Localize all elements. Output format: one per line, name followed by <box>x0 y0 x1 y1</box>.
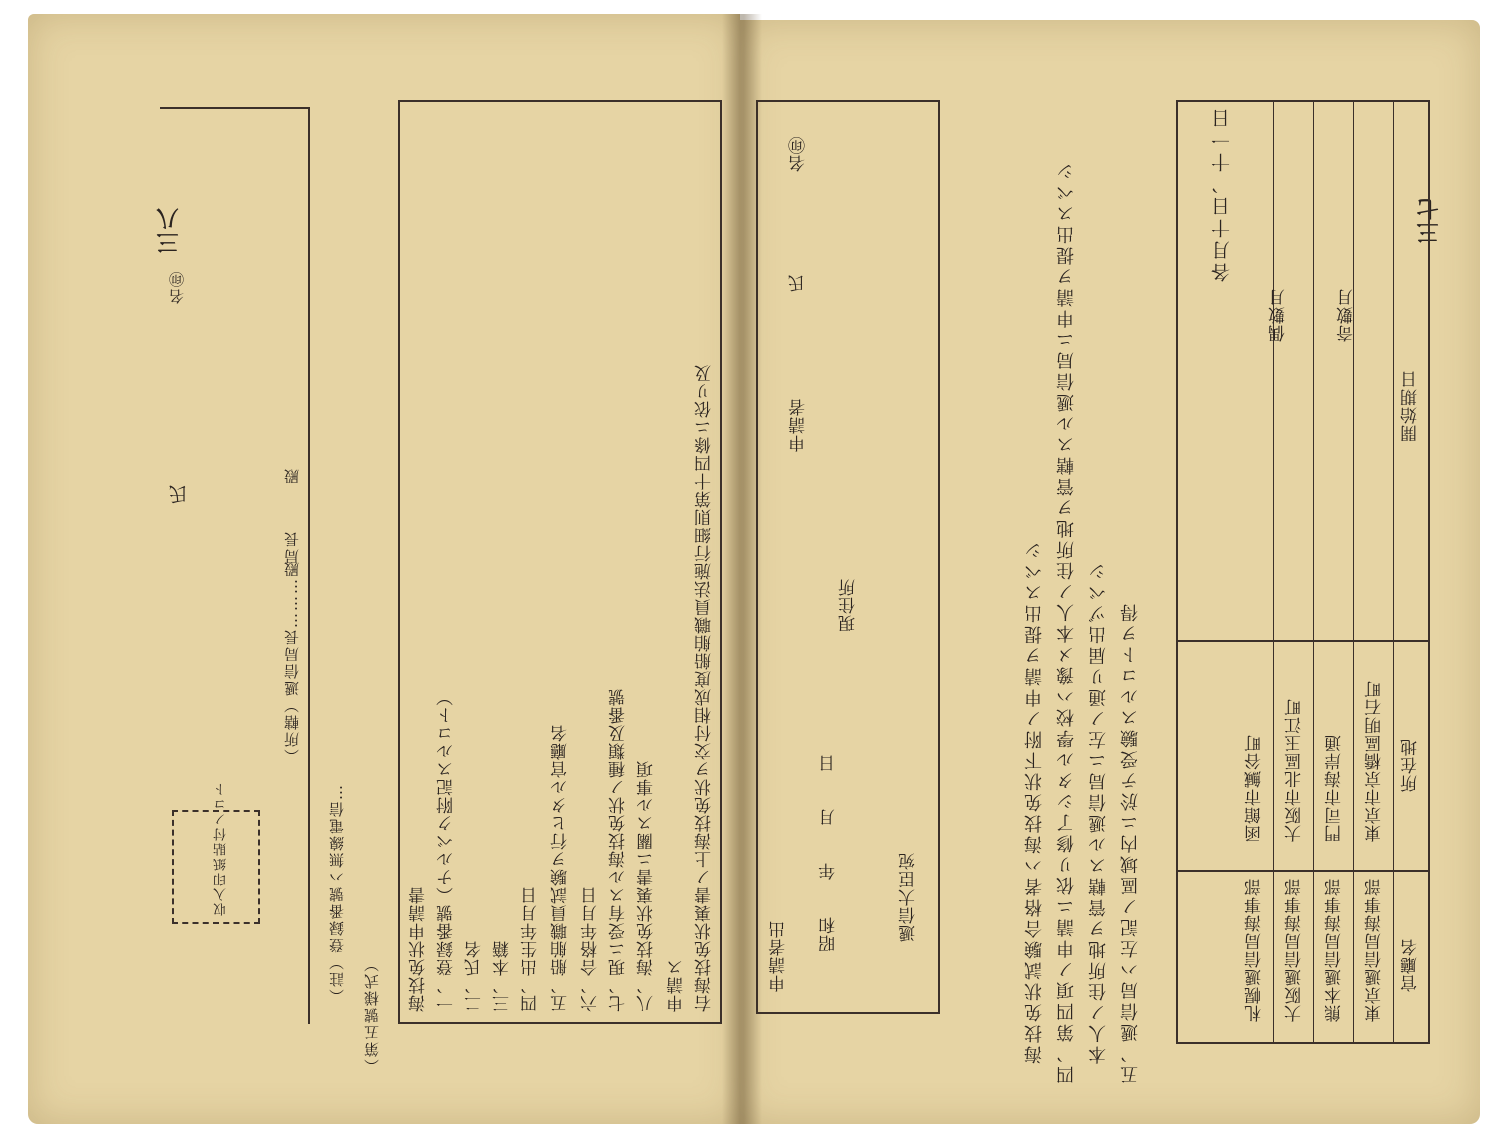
form-note: （註）登録番號ハ無線電信… <box>328 783 346 1004</box>
left-side-rule <box>308 109 310 1024</box>
submitter: 申請者出 <box>769 920 789 992</box>
form-line-4: 六、合格年月日 <box>581 886 601 1012</box>
form-line-2: 八、海技免状裏書ニ關スル事項 <box>637 760 657 1012</box>
official-line: （所轄）遞信局長………殿 <box>283 560 301 764</box>
table-col-divider <box>1393 102 1394 1042</box>
recipient: 遞信大臣宛 <box>899 852 919 942</box>
schedule-days: 各月十日、十一日 <box>1211 106 1233 282</box>
seal-mark: 名㊞ <box>168 270 186 304</box>
table-col-divider <box>1353 102 1354 1042</box>
table-row-office: 東京遞信局海事部 <box>1365 878 1385 1022</box>
applicant-label: 申請者 <box>789 398 809 452</box>
page-number: 三八 <box>156 206 182 254</box>
right-page <box>740 20 1480 1124</box>
stamp-text: 収入印紙貼付ノコト <box>214 781 229 916</box>
bureau-label: 局長 <box>283 530 301 564</box>
book-gutter <box>722 14 762 1124</box>
office-table <box>1176 100 1430 1044</box>
right-page-content <box>740 20 1480 1124</box>
form-line-0: 右海技免状裏書ノ上海技免状ヲ交付相成度船舶職員法施行細則第十四條ニ依リ及 <box>695 364 715 1012</box>
table-row-divider <box>1178 871 1428 873</box>
address-label: 現住所 <box>839 578 859 632</box>
table-row-place: 函館市鰔谷町 <box>1245 734 1265 842</box>
exam-notice: 海技免状試験合格者ハ海技免状下附ノ申請ヲ提出スベシ <box>1024 539 1045 1064</box>
table-col-divider <box>1273 102 1274 1042</box>
left-page-content <box>28 14 740 1124</box>
form-line-10: 海技免状申請書 <box>409 886 429 1012</box>
form-box <box>398 100 722 1024</box>
table-col-divider <box>1313 102 1314 1042</box>
addressee-name: 氏 <box>169 482 191 504</box>
table-row-office: 札幌遞信局海事部 <box>1245 878 1265 1022</box>
table-row-office: 熊本遞信局海事部 <box>1325 878 1345 1022</box>
application-box <box>756 100 940 1014</box>
left-top-rule <box>160 107 310 109</box>
table-header-date: 開始期日 <box>1401 370 1421 442</box>
table-row-place: 東京市京橋區明石町 <box>1365 680 1385 842</box>
form-line-3: 七、現ニ受有スル海技免状ノ種類及番號 <box>609 688 629 1012</box>
table-row-office: 大阪遞信局海事部 <box>1285 878 1305 1022</box>
form-line-9: 一、登録番號（ナルベク附記スルコト） <box>437 688 457 1012</box>
form-line-6: 四、出生年月日 <box>521 886 541 1012</box>
table-row-place: 門司市海岸通 <box>1325 734 1345 842</box>
table-row-place: 大阪市北區玉江町 <box>1285 698 1305 842</box>
date-line: 昭和 年 月 日 <box>819 754 839 952</box>
stamp-box <box>172 781 260 924</box>
form-line-7: 三、本籍 <box>493 940 513 1012</box>
table-header-place: 所在地 <box>1401 738 1421 792</box>
item-four-cont: 本人ノ住所地ヲ管轄スル遞信局ニ左ノ通リ届出ヅベシ <box>1088 560 1109 1064</box>
left-page <box>28 14 740 1124</box>
form-line-5: 五、船舶職員試験ヲ行ヒタル官廳名 <box>551 724 571 1012</box>
form-line-1: 申請ス <box>667 958 687 1012</box>
name-label: 氏 <box>789 274 809 292</box>
table-header-office: 官廳名 <box>1401 938 1421 992</box>
schedule-brace-top: 偶數月 <box>1269 288 1289 342</box>
item-four: 四、第四項ノ申請ニ依リ修了シタル學校ハ豫メ本人ノ住所地ヲ管轄スル遞信局ニ申請ヲ提出スベシ <box>1056 160 1077 1084</box>
addressee-title: 殿 <box>283 467 301 484</box>
item-five: 五、遞信局ハ左記ノ區域内ニ於テ受驗スルコトヲ得 <box>1120 601 1141 1084</box>
form-title: （第五號様式） <box>363 955 381 1074</box>
table-row-divider <box>1178 641 1428 643</box>
form-line-8: 二、氏名 <box>465 940 485 1012</box>
seal-label: 名㊞ <box>789 136 809 172</box>
page-number: 三七 <box>1416 196 1442 244</box>
schedule-brace-bottom: 奇數月 <box>1337 288 1357 342</box>
